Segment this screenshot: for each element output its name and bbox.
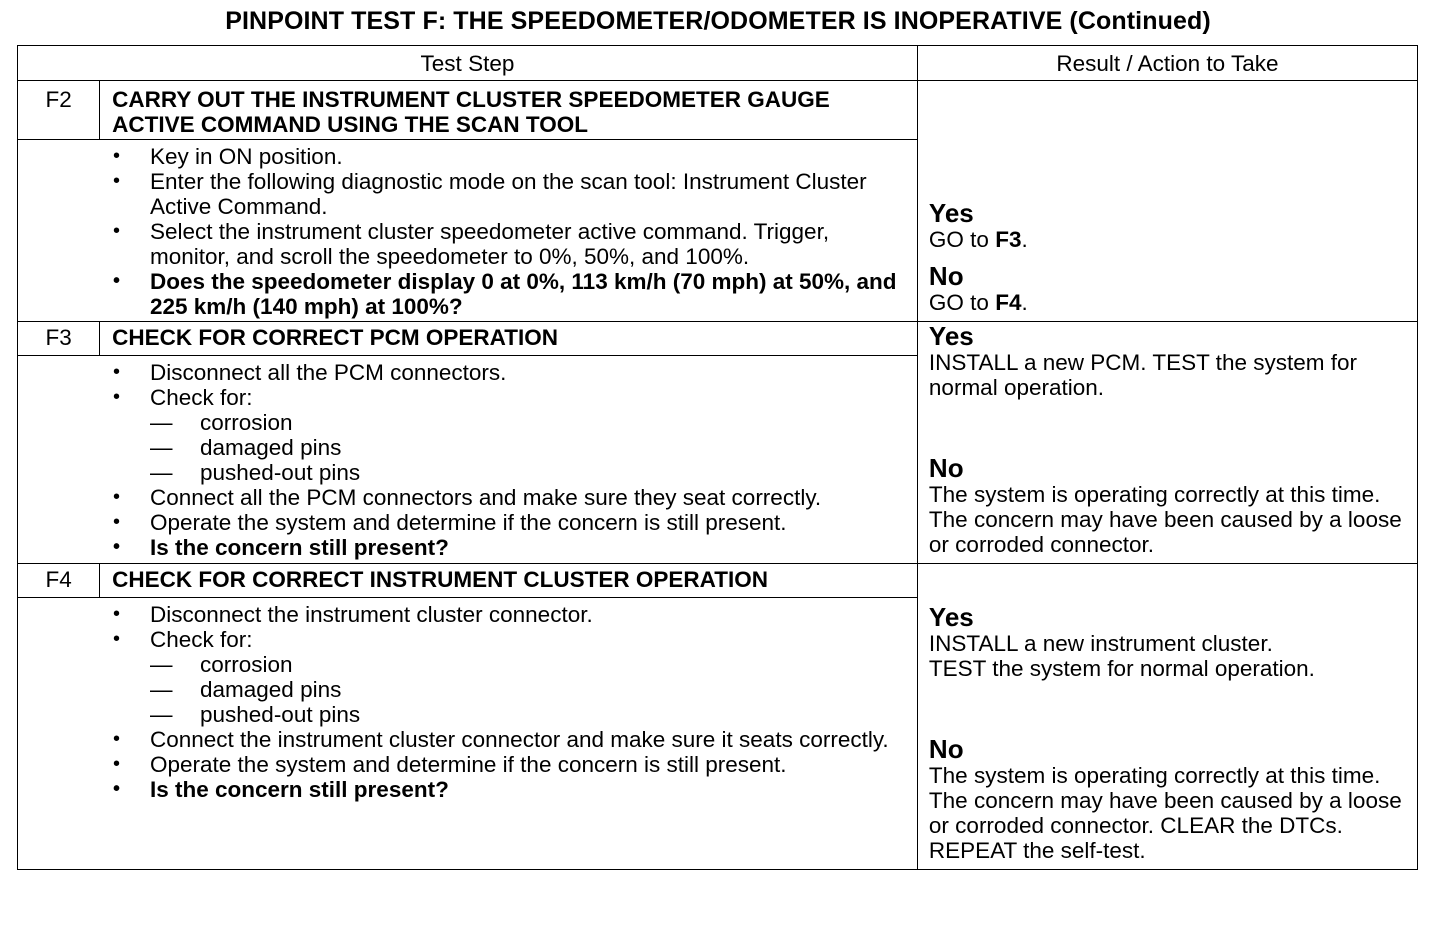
page-title: PINPOINT TEST F: THE SPEEDOMETER/ODOMETER IS INOPERATIVE (Continued) <box>225 7 1211 35</box>
step-instructions <box>113 602 905 802</box>
list-item: • Operate the system and determine if the concern is still present. <box>113 752 905 777</box>
sub-list <box>150 410 905 485</box>
step-f4-heading-row <box>18 564 1418 598</box>
yes-action-line-1: INSTALL a new instrument cluster. <box>928 631 1273 656</box>
no-action: The system is operating correctly at this time. The concern may have been caused by a loose or corroded connector. CLEAR the DTCs. REPEAT the self-test. <box>928 763 1402 863</box>
list-item: • Connect the instrument cluster connector and make sure it seats correctly. <box>113 727 905 752</box>
step-f2-result <box>917 81 1417 322</box>
step-instructions <box>113 360 905 560</box>
header-result: Result / Action to Take <box>917 46 1417 81</box>
step-id: F3 <box>18 322 100 356</box>
sub-list-item: — corrosion <box>150 652 905 677</box>
no-action <box>929 290 1409 315</box>
step-heading: CARRY OUT THE INSTRUMENT CLUSTER SPEEDOMETER GAUGE ACTIVE COMMAND USING THE SCAN TOOL <box>100 81 918 140</box>
yes-action-prefix: GO to <box>928 227 996 252</box>
step-f3-heading-row <box>18 322 1418 356</box>
yes-label: Yes <box>928 602 974 632</box>
list-item <box>113 385 905 485</box>
yes-action-line-2: TEST the system for normal operation. <box>928 656 1315 681</box>
step-id: F2 <box>18 81 100 140</box>
list-item: • Disconnect the instrument cluster connector. <box>113 602 905 627</box>
sub-list-item: — damaged pins <box>150 677 905 702</box>
sub-list-item: — pushed-out pins <box>150 702 905 727</box>
step-heading: CHECK FOR CORRECT INSTRUMENT CLUSTER OPERATION <box>100 564 918 598</box>
step-instructions <box>113 144 905 319</box>
step-heading: CHECK FOR CORRECT PCM OPERATION <box>100 322 918 356</box>
sub-list-item: — pushed-out pins <box>150 460 905 485</box>
step-body <box>18 356 918 564</box>
list-item: • Connect all the PCM connectors and make sure they seat correctly. <box>113 485 905 510</box>
yes-label: Yes <box>928 198 974 228</box>
step-body <box>18 598 918 870</box>
no-action-suffix: . <box>1021 290 1028 315</box>
step-body <box>18 140 918 322</box>
list-item-text: Check for: <box>150 627 253 652</box>
yes-action-suffix: . <box>1021 227 1028 252</box>
yes-label: Yes <box>928 321 974 351</box>
header-test-step: Test Step <box>18 46 918 81</box>
sub-list <box>150 652 905 727</box>
yes-action: INSTALL a new PCM. TEST the system for normal operation. <box>928 350 1357 400</box>
step-f4-result <box>917 564 1417 870</box>
step-f2-heading-row <box>18 81 1418 140</box>
list-item: • Operate the system and determine if the concern is still present. <box>113 510 905 535</box>
step-f3-result <box>917 322 1417 564</box>
pinpoint-test-table <box>17 45 1418 870</box>
list-item: • Enter the following diagnostic mode on the scan tool: Instrument Cluster Active Command. <box>113 169 905 219</box>
no-label: No <box>928 734 964 764</box>
list-item: • Select the instrument cluster speedometer active command. Trigger, monitor, and scroll the speedometer to 0%, 50%, and 100%. <box>113 219 905 269</box>
yes-action <box>929 227 1409 252</box>
list-item-text: Check for: <box>150 385 253 410</box>
no-action: The system is operating correctly at this time. The concern may have been caused by a loose or corroded connector. <box>928 482 1402 557</box>
sub-list-item: — corrosion <box>150 410 905 435</box>
table-header-row <box>18 46 1418 81</box>
step-question: • Does the speedometer display 0 at 0%, 113 km/h (70 mph) at 50%, and 225 km/h (140 mph) at 100%? <box>113 269 905 319</box>
no-step-ref: F4 <box>995 290 1022 315</box>
no-label: No <box>928 261 964 291</box>
sub-list-item: — damaged pins <box>150 435 905 460</box>
step-question: • Is the concern still present? <box>113 535 905 560</box>
step-id: F4 <box>18 564 100 598</box>
step-question: • Is the concern still present? <box>113 777 905 802</box>
no-action-prefix: GO to <box>928 290 996 315</box>
list-item: • Disconnect all the PCM connectors. <box>113 360 905 385</box>
list-item: • Key in ON position. <box>113 144 905 169</box>
yes-step-ref: F3 <box>995 227 1022 252</box>
list-item <box>113 627 905 727</box>
no-label: No <box>928 453 964 483</box>
